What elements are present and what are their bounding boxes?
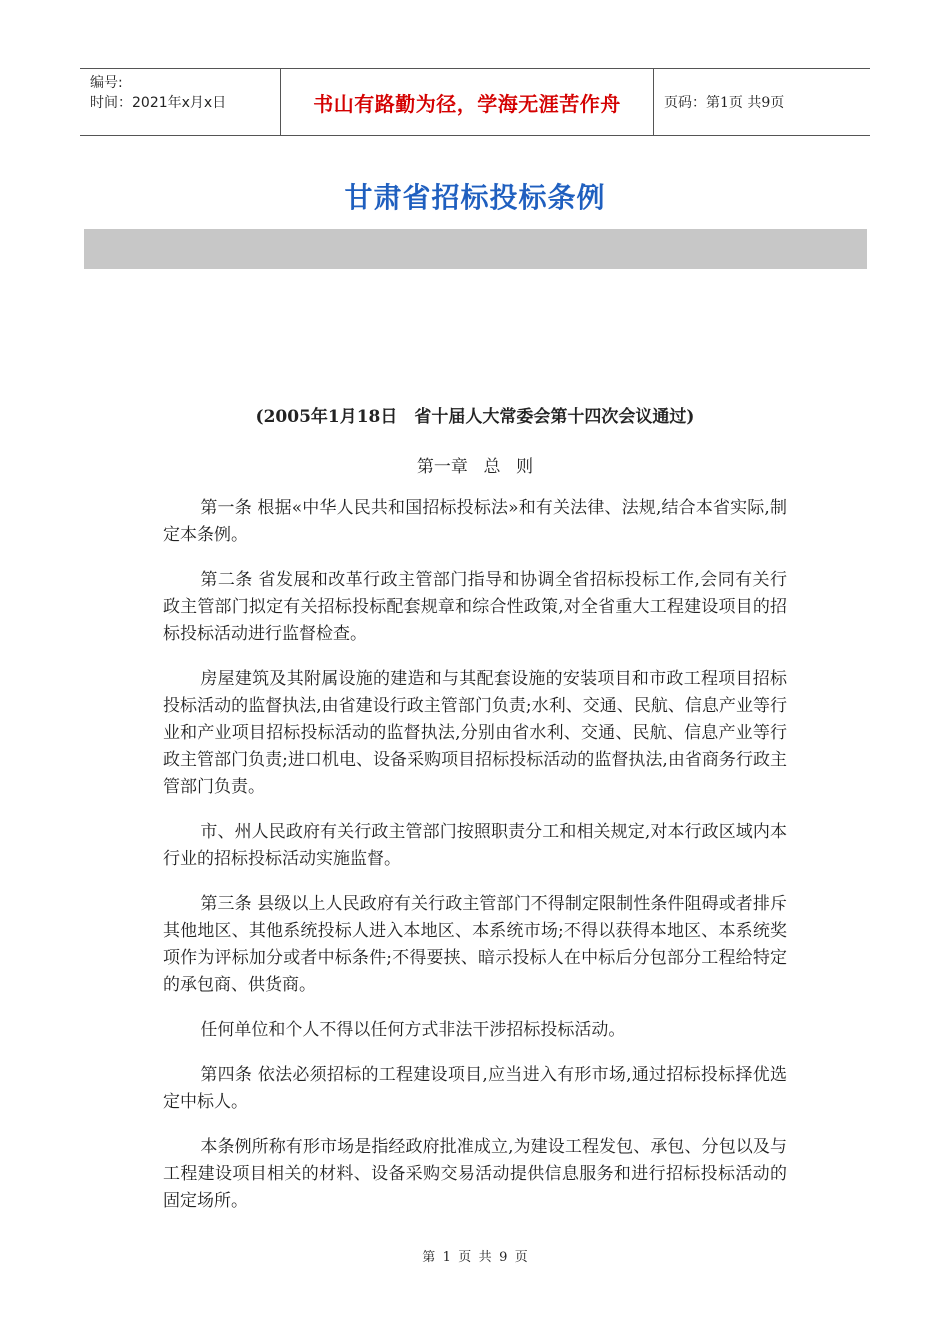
time-label: 时间：2021年x月x日 — [90, 95, 227, 111]
chapter-heading: 第一章 总 则 — [416, 457, 534, 477]
paragraph: 任何单位和个人不得以任何方式非法干涉招标投标活动。 — [200, 1020, 626, 1040]
header-motto-cell — [280, 69, 654, 135]
document-body — [163, 495, 787, 1233]
page-info-text: 页码：第1页 共9页 — [664, 95, 785, 111]
number-label: 编号: — [90, 75, 123, 91]
paragraph: 第二条 省发展和改革行政主管部门指导和协调全省招标投标工作,会同有关行政主管部门拟定有关招标投标配套规章和综合性政策,对全省重大工程建设项目的招标投标活动进行监督检查。 — [163, 570, 787, 644]
adoption-note: (2005年1月18日 省十届人大常委会第十四次会议通过) — [255, 407, 695, 427]
page-header — [80, 68, 870, 136]
header-page-info — [654, 69, 870, 135]
header-meta — [80, 69, 280, 135]
paragraph: 本条例所称有形市场是指经政府批准成立,为建设工程发包、承包、分包以及与工程建设项目相关的材料、设备采购交易活动提供信息服务和进行招标投标活动的固定场所。 — [163, 1137, 787, 1211]
paragraph: 房屋建筑及其附属设施的建造和与其配套设施的安装项目和市政工程项目招标投标活动的监督执法,由省建设行政主管部门负责;水利、交通、民航、信息产业等行业和产业项目招标投标活动的监督执法,分别由省水利、交通、民航、信息产业等行政主管部门负责;进口机电、设备采购项目招标投标活动的监督执法,由省商务行政主管部门负责。 — [163, 669, 787, 797]
page-footer: 第 1 页 共 9 页 — [422, 1250, 528, 1265]
motto-text: 书山有路勤为径，学海无涯苦作舟 — [313, 91, 621, 116]
document-title: 甘肃省招标投标条例 — [344, 181, 606, 214]
paragraph: 第四条 依法必须招标的工程建设项目,应当进入有形市场,通过招标投标择优选定中标人。 — [163, 1065, 787, 1112]
paragraph: 市、州人民政府有关行政主管部门按照职责分工和相关规定,对本行政区域内本行业的招标投标活动实施监督。 — [163, 822, 787, 869]
paragraph: 第一条 根据«中华人民共和国招标投标法»和有关法律、法规,结合本省实际,制定本条例。 — [163, 498, 787, 545]
title-divider-bar — [84, 229, 867, 269]
paragraph: 第三条 县级以上人民政府有关行政主管部门不得制定限制性条件阻碍或者排斥其他地区、其他系统投标人进入本地区、本系统市场;不得以获得本地区、本系统奖项作为评标加分或者中标条件;不得要挟、暗示投标人在中标后分包部分工程给特定的承包商、供货商。 — [163, 894, 787, 995]
